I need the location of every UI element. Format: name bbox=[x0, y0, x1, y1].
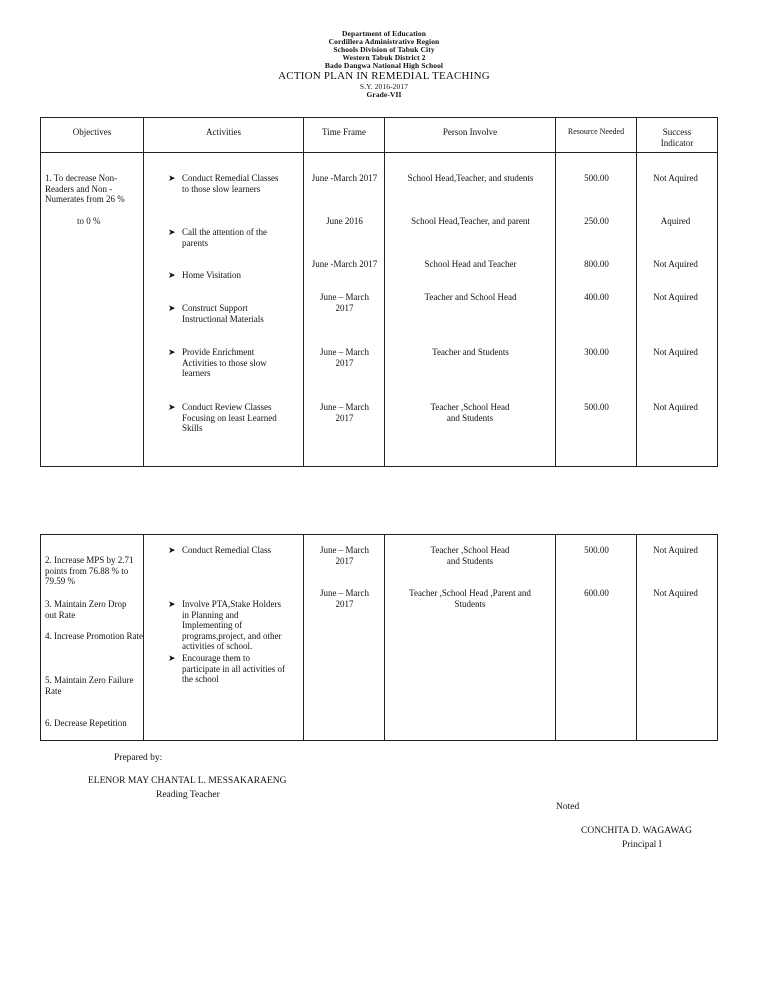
person-involve: Teacher and School Head bbox=[424, 292, 517, 302]
activity-item: ➤ Call the attention of the parents bbox=[168, 227, 267, 248]
arrowhead-bullet-icon: ➤ bbox=[168, 347, 176, 357]
time-frame: June – March 2017 bbox=[320, 588, 369, 609]
person-involve: Teacher ,School Head and Students bbox=[430, 402, 510, 423]
arrowhead-bullet-icon: ➤ bbox=[168, 173, 176, 183]
header-line-2: Cordillera Administrative Region bbox=[328, 37, 440, 46]
arrowhead-bullet-icon: ➤ bbox=[168, 545, 176, 555]
resource-needed: 500.00 bbox=[584, 402, 609, 412]
success-indicator: Not Aquired bbox=[653, 259, 698, 269]
person-involve: Teacher ,School Head and Students bbox=[430, 545, 510, 566]
resource-needed: 600.00 bbox=[584, 588, 609, 598]
noted-by-role: Principal I bbox=[622, 840, 662, 850]
person-involve: Teacher ,School Head ,Parent and Students bbox=[409, 588, 531, 609]
activity-item: ➤ Conduct Remedial Classes to those slow learners bbox=[168, 173, 279, 194]
prepared-by-label: Prepared by: bbox=[114, 753, 163, 763]
resource-needed: 500.00 bbox=[584, 173, 609, 183]
table-header-row bbox=[41, 118, 718, 153]
col-resource-needed: Resource Needed bbox=[556, 118, 637, 153]
header-line-3: Schools Division of Tabuk City bbox=[333, 45, 435, 54]
activity-item: ➤ Encourage them to participate in all activities of the school bbox=[168, 653, 285, 684]
arrowhead-bullet-icon: ➤ bbox=[168, 270, 176, 280]
table-row bbox=[41, 153, 718, 467]
arrowhead-bullet-icon: ➤ bbox=[168, 402, 176, 412]
table-row bbox=[41, 535, 718, 741]
arrowhead-bullet-icon: ➤ bbox=[168, 653, 176, 663]
resource-needed: 800.00 bbox=[584, 259, 609, 269]
header-line-1: Department of Education bbox=[342, 29, 426, 38]
prepared-by-role: Reading Teacher bbox=[156, 790, 220, 800]
person-involve: School Head,Teacher, and parent bbox=[411, 216, 530, 226]
school-year: S.Y. 2016-2017 bbox=[359, 82, 409, 91]
activity-item: ➤ Home Visitation bbox=[168, 270, 242, 280]
time-frame: June – March 2017 bbox=[320, 402, 369, 423]
objective-1: 1. To decrease Non-Readers and Non -Numerates from 26 % bbox=[45, 173, 125, 204]
action-plan-table-2 bbox=[40, 534, 718, 741]
success-indicator: Not Aquired bbox=[653, 347, 698, 357]
success-indicator: Not Aquired bbox=[653, 588, 698, 598]
time-frame: June 2016 bbox=[326, 216, 363, 226]
document-title: ACTION PLAN IN REMEDIAL TEACHING bbox=[278, 70, 490, 82]
success-indicator: Aquired bbox=[660, 216, 691, 226]
person-involve: School Head and Teacher bbox=[424, 259, 517, 269]
col-objectives: Objectives bbox=[41, 118, 144, 153]
col-time-frame: Time Frame bbox=[304, 118, 385, 153]
noted-by-name: CONCHITA D. WAGAWAG bbox=[581, 826, 692, 836]
resource-needed: 250.00 bbox=[584, 216, 609, 226]
objective-4: 4. Increase Promotion Rate bbox=[45, 631, 143, 641]
activity-item: ➤ Involve PTA,Stake Holders in Planning and Implementing of programs,project, and other activities of school. bbox=[168, 599, 282, 651]
success-indicator: Not Aquired bbox=[653, 292, 698, 302]
objective-3: 3. Maintain Zero Drop out Rate bbox=[45, 599, 127, 620]
col-success-indicator: Success Indicator bbox=[637, 118, 718, 153]
time-frame: June -March 2017 bbox=[311, 259, 378, 269]
success-indicator: Not Aquired bbox=[653, 545, 698, 555]
col-person-involve: Person Involve bbox=[385, 118, 556, 153]
col-activities: Activities bbox=[144, 118, 304, 153]
document-header bbox=[0, 30, 768, 99]
noted-label: Noted bbox=[556, 802, 580, 812]
arrowhead-bullet-icon: ➤ bbox=[168, 227, 176, 237]
time-frame: June -March 2017 bbox=[311, 173, 378, 183]
activity-item: ➤ Provide Enrichment Activities to those slow learners bbox=[168, 347, 267, 378]
objective-6: 6. Decrease Repetition bbox=[45, 718, 127, 728]
objective-2: 2. Increase MPS by 2.71 points from 76.88 % to 79.59 % bbox=[45, 555, 134, 586]
objective-1-tail: to 0 % bbox=[77, 216, 101, 226]
prepared-by-name: ELENOR MAY CHANTAL L. MESSAKARAENG bbox=[88, 776, 287, 786]
time-frame: June – March 2017 bbox=[320, 545, 369, 566]
person-involve: Teacher and Students bbox=[432, 347, 509, 357]
time-frame: June – March 2017 bbox=[320, 347, 369, 368]
activity-item: ➤ Conduct Remedial Class bbox=[168, 545, 271, 555]
grade-level: Grade-VII bbox=[366, 90, 402, 99]
activity-item: ➤ Conduct Review Classes Focusing on least Learned Skills bbox=[168, 402, 277, 433]
time-frame: June – March 2017 bbox=[320, 292, 369, 313]
success-indicator: Not Aquired bbox=[653, 402, 698, 412]
activity-item: ➤ Construct Support Instructional Materials bbox=[168, 303, 264, 324]
person-involve: School Head,Teacher, and students bbox=[407, 173, 534, 183]
resource-needed: 400.00 bbox=[584, 292, 609, 302]
action-plan-table-1 bbox=[40, 117, 718, 467]
arrowhead-bullet-icon: ➤ bbox=[168, 599, 176, 609]
header-line-4: Western Tabuk District 2 bbox=[342, 53, 426, 62]
arrowhead-bullet-icon: ➤ bbox=[168, 303, 176, 313]
objective-5: 5. Maintain Zero Failure Rate bbox=[45, 675, 134, 696]
header-line-5: Bado Dangwa National High School bbox=[324, 61, 444, 70]
resource-needed: 300.00 bbox=[584, 347, 609, 357]
success-indicator: Not Aquired bbox=[653, 173, 698, 183]
resource-needed: 500.00 bbox=[584, 545, 609, 555]
